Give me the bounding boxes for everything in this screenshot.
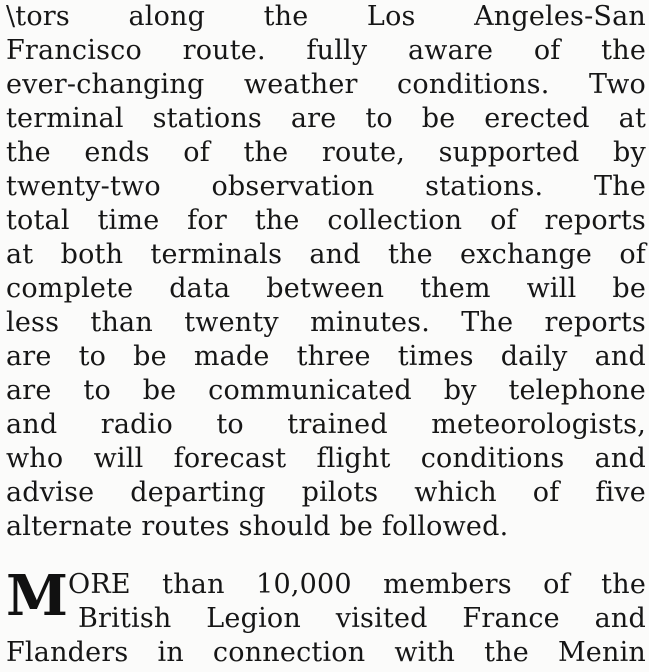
text-line: less than twenty minutes. The reports xyxy=(6,307,646,338)
text-line: ever-changing weather conditions. Two xyxy=(6,69,646,100)
text-line: Francisco route. fully aware of the xyxy=(6,35,646,66)
text-line: and radio to trained meteorologists, xyxy=(6,409,646,440)
text-line: ORE than 10,000 members of the xyxy=(68,569,646,600)
text-line: \tors along the Los Angeles-San xyxy=(6,1,646,32)
text-line: Flanders in connection with the Menin xyxy=(6,637,646,668)
text-line: who will forecast flight conditions and xyxy=(6,443,646,474)
text-line: alternate routes should be followed. xyxy=(6,511,509,542)
text-line: total time for the collection of reports xyxy=(6,205,646,236)
text-line: advise departing pilots which of five xyxy=(6,477,646,508)
text-line: are to be made three times daily and xyxy=(6,341,646,372)
text-line: the ends of the route, supported by xyxy=(6,137,646,168)
text-line: at both terminals and the exchange of xyxy=(6,239,646,270)
drop-cap: M xyxy=(6,563,68,629)
paragraph-weather-stations xyxy=(6,0,646,544)
paragraph-british-legion xyxy=(6,563,646,670)
text-line: complete data between them will be xyxy=(6,273,646,304)
text-line: terminal stations are to be erected at xyxy=(6,103,646,134)
text-line: British Legion visited France and xyxy=(78,603,646,634)
text-line: twenty-two observation stations. The xyxy=(6,171,646,202)
text-line: are to be communicated by telephone xyxy=(6,375,646,406)
